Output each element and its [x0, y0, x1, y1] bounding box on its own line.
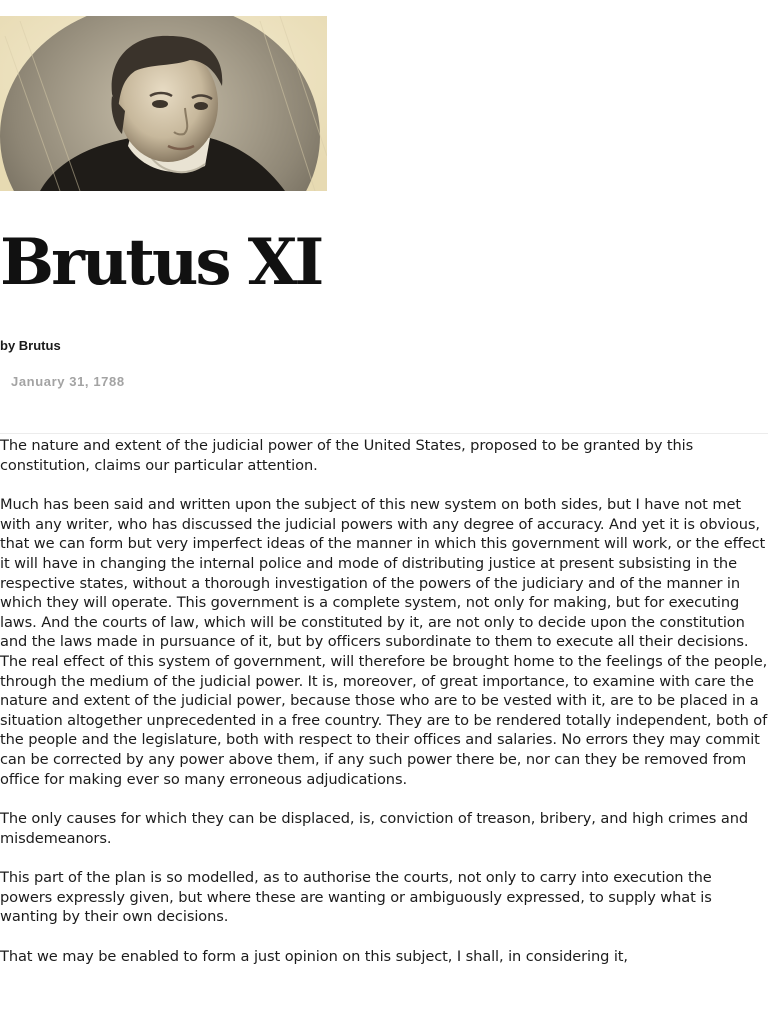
article-paragraph: The nature and extent of the judicial power of the United States, proposed to be granted by this constitution, claims our particular attention. — [0, 437, 694, 474]
portrait-illustration — [0, 16, 327, 191]
article-paragraph: This part of the plan is so modelled, as to authorise the courts, not only to carry into execution the powers expressly given, but where these are wanting or ambiguously expressed, to supply what is wanting by their own decisions. — [0, 869, 712, 926]
publication-date: January 31, 1788 — [11, 374, 125, 389]
article-paragraph: Much has been said and written upon the subject of this new system on both sides, but I have not met with any writer, who has discussed the judicial powers with any degree of accuracy. And yet it is obvious, that we can form but very imperfect ideas of the manner in which this government will work, or the effect it will have in changing the internal police and mode of distributing justice at present subsisting in the respective states, without a thorough investigation of the powers of the judiciary and of the manner in which they will operate. This government is a complete system, not only for making, but for executing laws. And the courts of law, which will be constituted by it, are not only to decide upon the constitution and the laws made in pursuance of it, but by officers subordinate to them to execute all their decisions. The real effect of this system of government, will therefore be brought home to the feelings of the people, through the medium of the judicial power. It is, moreover, of great importance, to examine with care the nature and extent of the judicial power, because those who are to be vested with it, are to be placed in a situation altogether unprecedented in a free country. They are to be rendered totally independent, both of the people and the legislature, both with respect to their offices and salaries. No errors they may commit can be corrected by any power above them, if any such power there be, nor can they be removed from office for making ever so many erroneous adjudications. — [0, 496, 768, 788]
author-portrait — [0, 16, 327, 191]
article-paragraph: The only causes for which they can be displaced, is, conviction of treason, bribery, and high crimes and misdemeanors. — [0, 810, 749, 847]
article-title: Brutus XI — [0, 225, 322, 300]
section-divider — [0, 433, 768, 434]
author-byline: by Brutus — [0, 338, 61, 353]
article-body — [0, 436, 768, 987]
article-paragraph: That we may be enabled to form a just opinion on this subject, I shall, in considering it, — [0, 948, 628, 966]
